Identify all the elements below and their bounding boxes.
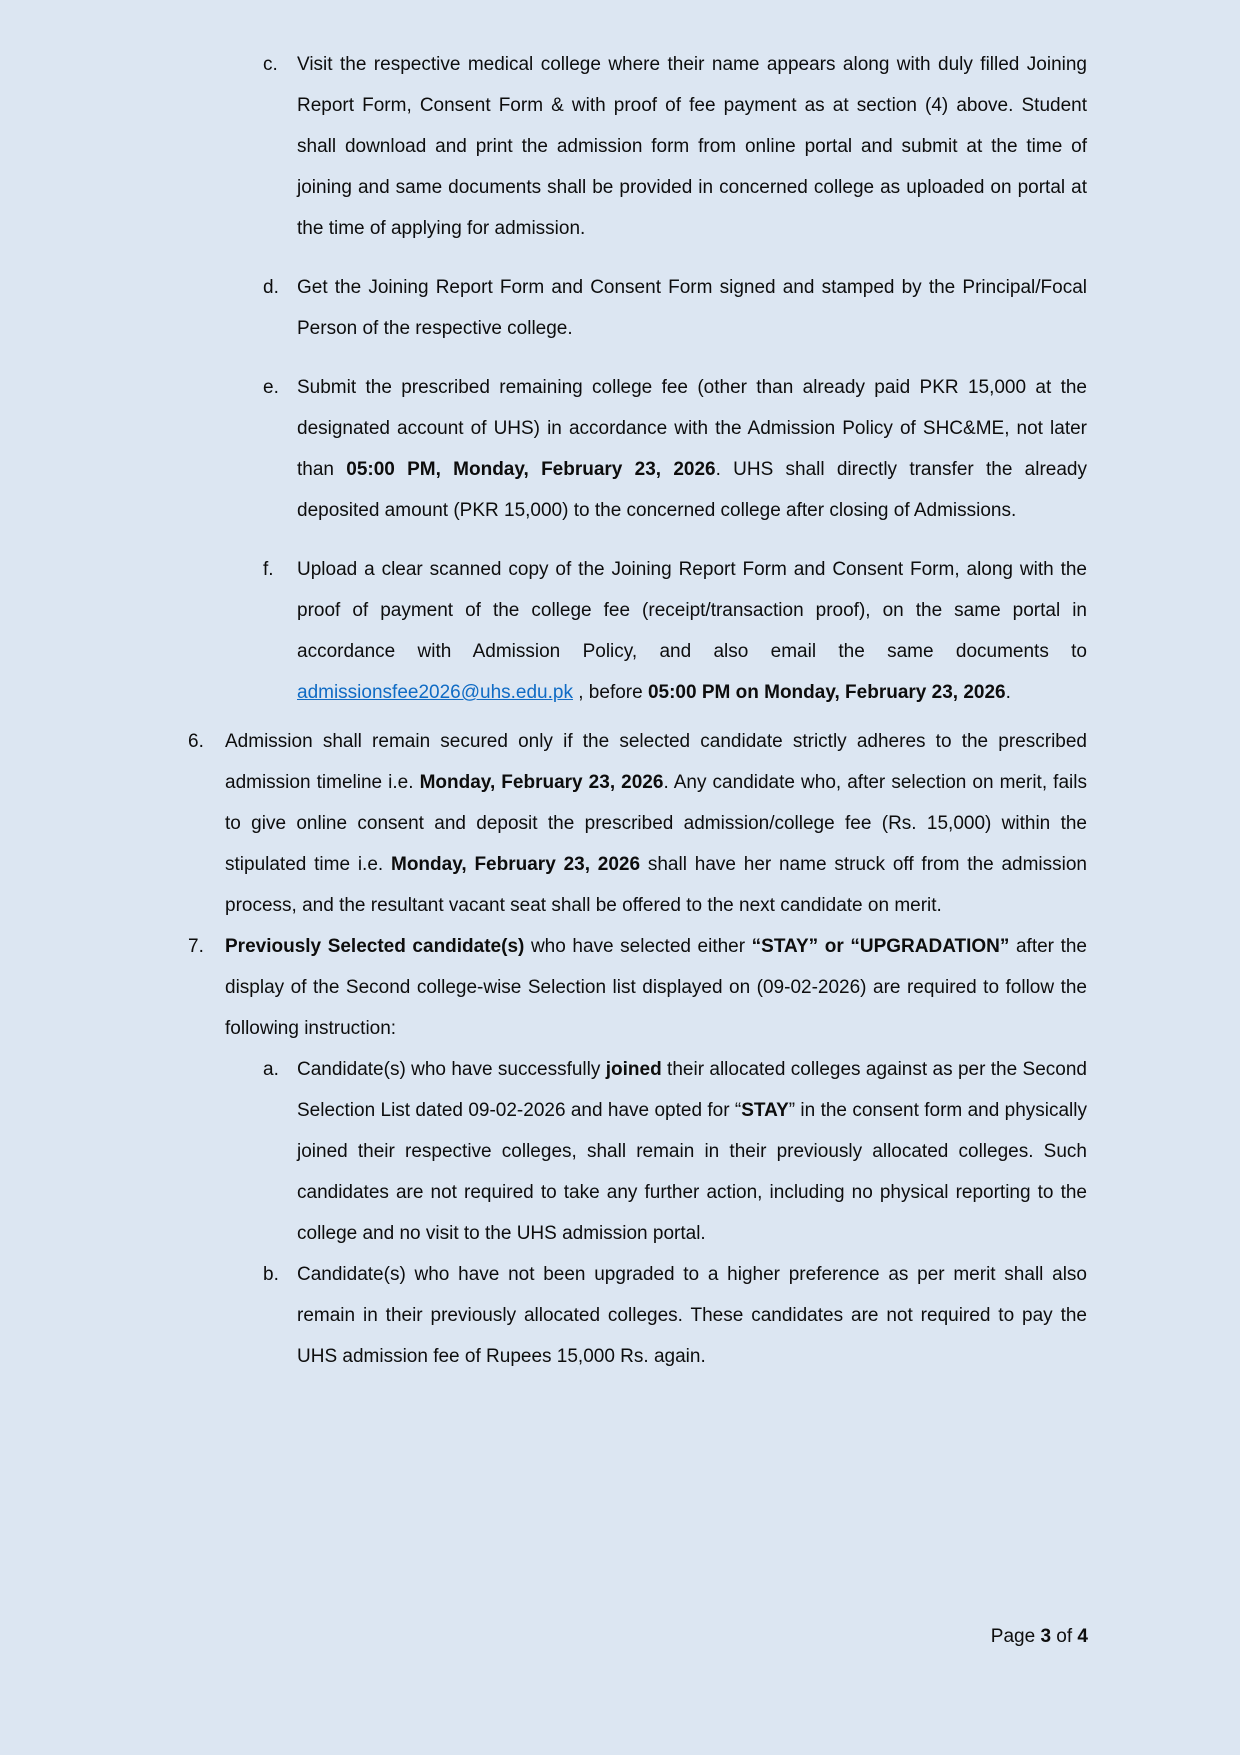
list-item-a: [188, 1049, 1087, 1254]
footer-segment: Page: [990, 1626, 1041, 1647]
list-item-e: [188, 367, 1087, 531]
footer-segment: 3: [1040, 1626, 1052, 1647]
text-segment: Upload a clear scanned copy of the Joining Report Form and Consent Form, along with the proof of payment of the college fee (receipt/transaction proof), on the same portal in accordance with Admission Policy, and also email the same documents to: [297, 559, 1087, 662]
text-segment: 05:00 PM on Monday, February 23, 2026: [647, 682, 1006, 703]
list-marker: f.: [263, 559, 274, 580]
list-item-b: [188, 1254, 1087, 1377]
list-item-6: [188, 721, 1087, 926]
text-segment: ” in the consent form and physically joined their respective colleges, shall remain in their previously allocated colleges. Such candidates are not required to take any further action, including no physical reporting to the college and no visit to the UHS admission portal.: [297, 1100, 1087, 1244]
text-segment: Candidate(s) who have not been upgraded to a higher preference as per merit shall also remain in their previously allocated colleges. These candidates are not required to pay the UHS admission fee of Rupees 15,000 Rs. again.: [297, 1264, 1087, 1367]
paragraph: [297, 267, 1087, 349]
text-segment: joined: [605, 1059, 662, 1080]
text-segment: Monday, February 23, 2026: [419, 772, 664, 793]
text-segment: “STAY” or “UPGRADATION”: [751, 936, 1010, 957]
list-marker: c.: [263, 54, 278, 75]
list-item-c: [188, 44, 1087, 249]
list-marker: 7.: [188, 936, 204, 957]
text-segment: after the display of the Second college-wise Selection list displayed on (09-02-2026) are required to follow the following instruction:: [225, 936, 1087, 1039]
text-segment: Get the Joining Report Form and Consent Form signed and stamped by the Principal/Focal Person of the respective college.: [297, 277, 1087, 339]
list-marker: a.: [263, 1059, 279, 1080]
list-marker: b.: [263, 1264, 279, 1285]
list-item-d: [188, 267, 1087, 349]
text-segment: their allocated colleges against as per the Second Selection List dated 09-02-2026 and have opted for “: [297, 1059, 1088, 1121]
text-segment: STAY: [741, 1100, 789, 1121]
text-segment: Submit the prescribed remaining college fee (other than already paid PKR 15,000 at the designated account of UHS) in accordance with the Admission Policy of SHC&ME, not later than: [297, 377, 1087, 480]
list-marker: 6.: [188, 731, 204, 752]
document-body: [188, 44, 1087, 1377]
list-marker: e.: [263, 377, 279, 398]
text-segment: , before: [572, 682, 648, 703]
list-item-f: [188, 549, 1087, 713]
paragraph: [297, 549, 1087, 713]
text-segment: Previously Selected candidate(s): [225, 936, 525, 957]
paragraph: [297, 1254, 1087, 1377]
paragraph: [225, 926, 1087, 1049]
page-footer: [991, 1624, 1088, 1650]
paragraph: [225, 721, 1087, 926]
text-segment: . UHS shall directly transfer the already deposited amount (PKR 15,000) to the concerned college after closing of Admissions.: [297, 459, 1087, 521]
text-segment: shall have her name struck off from the admission process, and the resultant vacant seat shall be offered to the next candidate on merit.: [225, 854, 1087, 916]
text-segment: 05:00 PM, Monday, February 23, 2026: [346, 459, 716, 480]
paragraph: [297, 367, 1087, 531]
paragraph: [297, 44, 1087, 249]
paragraph: [297, 1049, 1087, 1254]
text-segment: Admission shall remain secured only if the selected candidate strictly adheres to the prescribed admission timeline i.e.: [225, 731, 1087, 793]
text-segment: . Any candidate who, after selection on merit, fails to give online consent and deposit the prescribed admission/college fee (Rs. 15,000) within the stipulated time i.e.: [225, 772, 1087, 875]
list-item-7: [188, 926, 1087, 1049]
footer-segment: of: [1051, 1626, 1078, 1647]
footer-text: [991, 1626, 1088, 1647]
text-segment: Visit the respective medical college where their name appears along with duly filled Joining Report Form, Consent Form & with proof of fee payment as at section (4) above. Student shall download and print the admission form from online portal and submit at the time of joining and same documents shall be provided in concerned college as uploaded on portal at the time of applying for admission.: [297, 54, 1087, 239]
email-link[interactable]: admissionsfee2026@uhs.edu.pk: [297, 682, 573, 703]
list-marker: d.: [263, 277, 279, 298]
text-segment: who have selected either: [524, 936, 752, 957]
footer-segment: 4: [1077, 1626, 1088, 1647]
text-segment: .: [1005, 682, 1011, 703]
text-segment: Monday, February 23, 2026: [391, 854, 641, 875]
text-segment: Candidate(s) who have successfully: [297, 1059, 606, 1080]
